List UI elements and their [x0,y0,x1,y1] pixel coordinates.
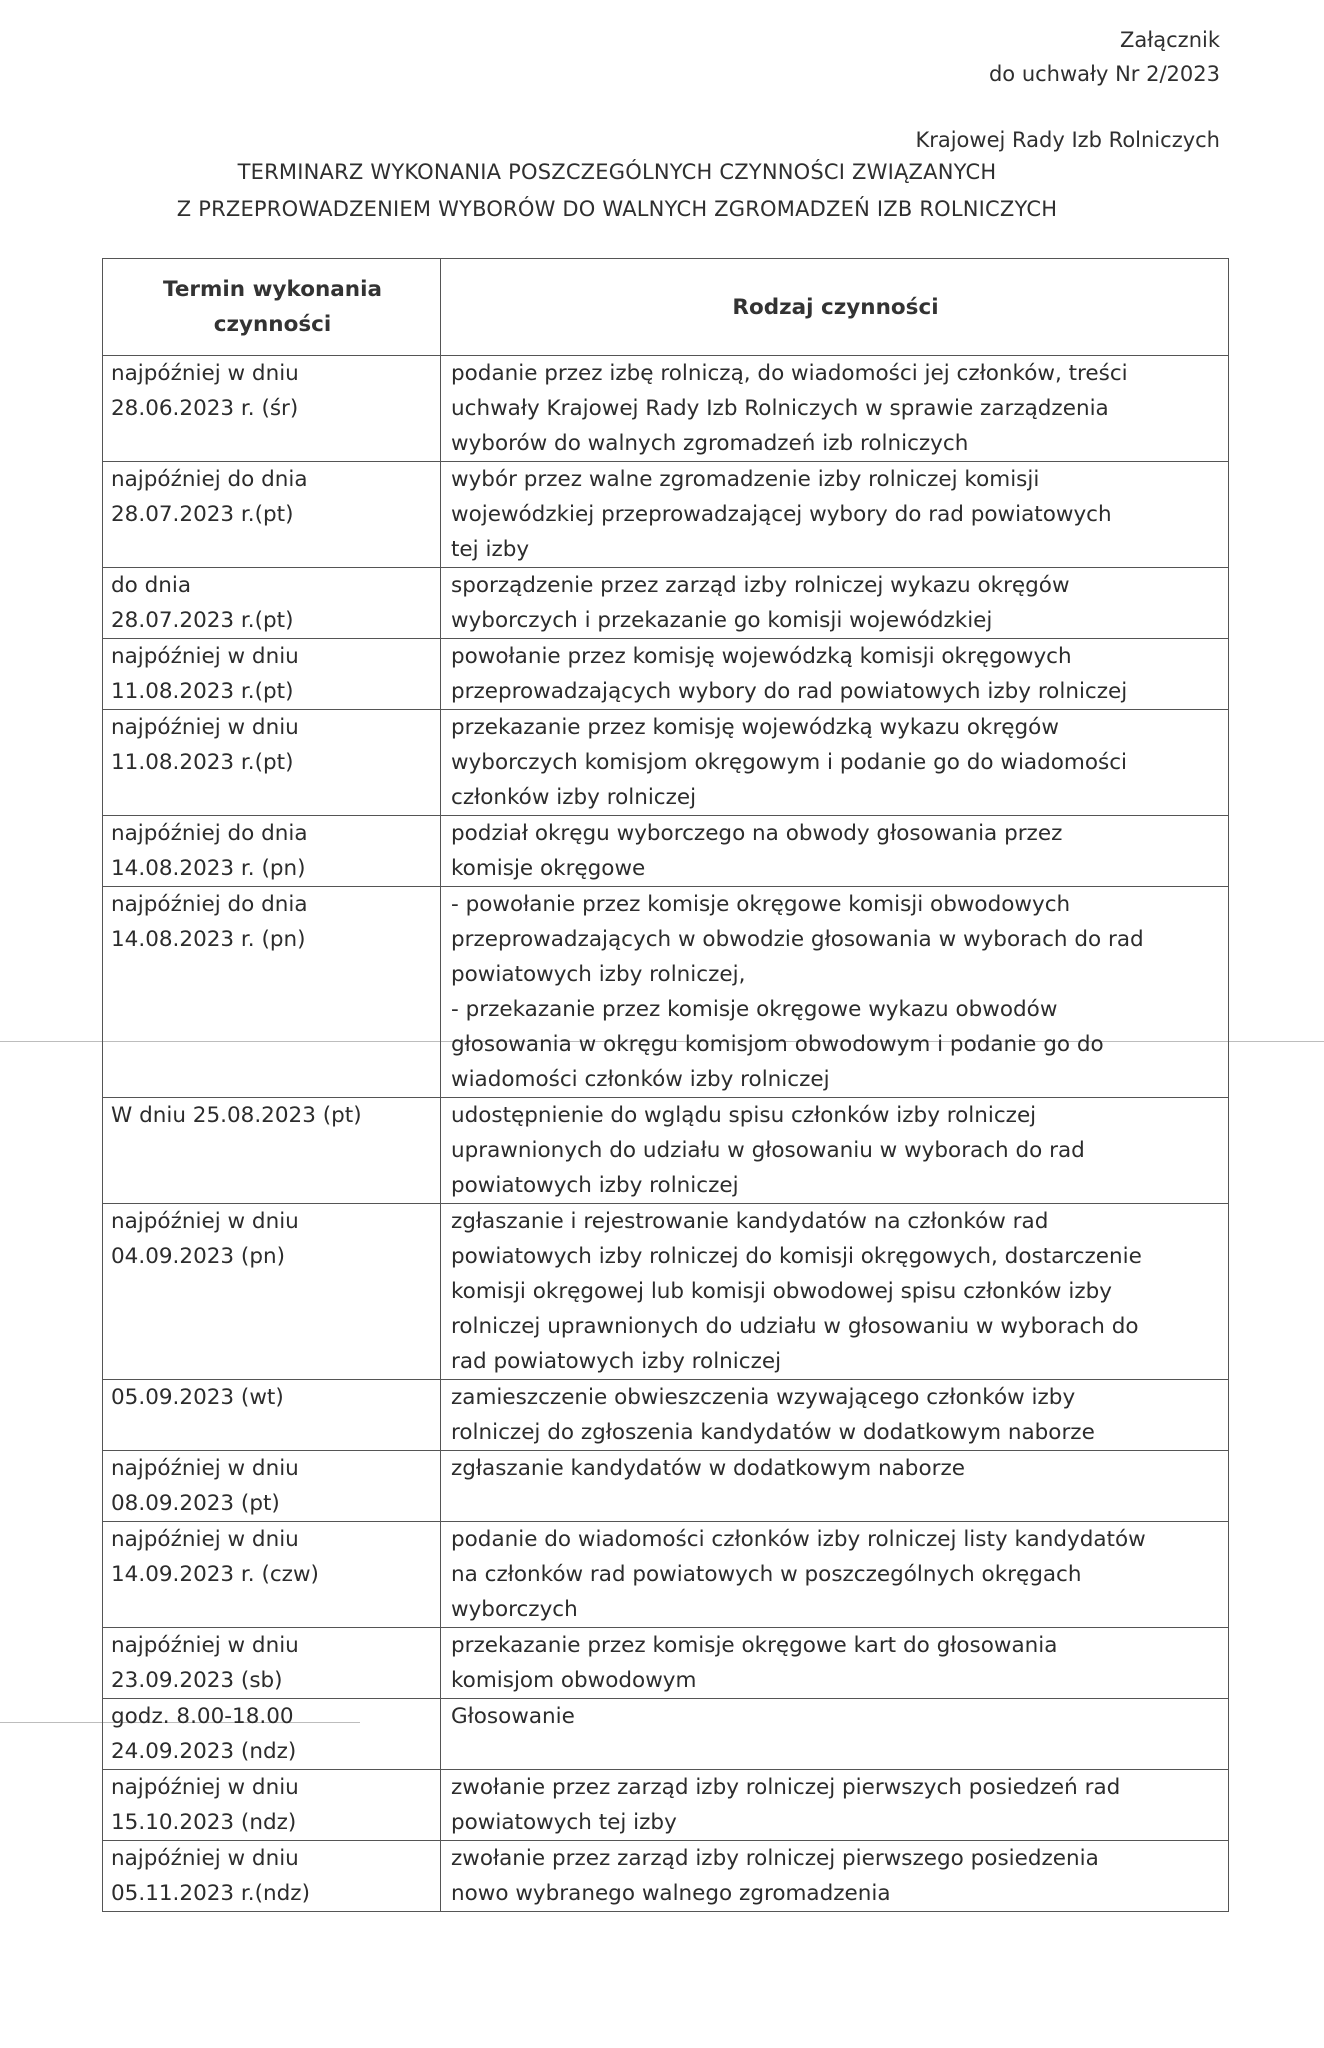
deadline-cell: najpóźniej w dniu 11.08.2023 r.(pt) [103,639,441,710]
deadline-cell: 05.09.2023 (wt) [103,1380,441,1451]
activity-cell: powołanie przez komisję wojewódzką komisji okręgowych przeprowadzających wybory do rad powiatowych izby rolniczej [441,639,1229,710]
table-row [103,710,1229,816]
attachment-label: Załącznik [1120,28,1220,52]
deadline-cell: najpóźniej w dniu 15.10.2023 (ndz) [103,1770,441,1841]
activity-cell: Głosowanie [441,1699,1229,1770]
table-row [103,462,1229,568]
deadline-cell: najpóźniej w dniu 05.11.2023 r.(ndz) [103,1841,441,1912]
table-row [103,1628,1229,1699]
schedule-table [102,258,1229,1912]
activity-cell: przekazanie przez komisje okręgowe kart do głosowania komisjom obwodowym [441,1628,1229,1699]
activity-cell: zamieszczenie obwieszczenia wzywającego członków izby rolniczej do zgłoszenia kandydatów w dodatkowym naborze [441,1380,1229,1451]
table-row [103,816,1229,887]
deadline-cell: godz. 8.00-18.00 24.09.2023 (ndz) [103,1699,441,1770]
deadline-cell: najpóźniej do dnia 14.08.2023 r. (pn) [103,816,441,887]
table-row [103,1841,1229,1912]
activity-cell: zgłaszanie kandydatów w dodatkowym naborze [441,1451,1229,1522]
deadline-cell: najpóźniej do dnia 14.08.2023 r. (pn) [103,887,441,1098]
activity-cell: przekazanie przez komisję wojewódzką wykazu okręgów wyborczych komisjom okręgowym i podanie go do wiadomości członków izby rolniczej [441,710,1229,816]
column-header-deadline: Termin wykonania czynności [103,259,441,356]
activity-cell: zgłaszanie i rejestrowanie kandydatów na członków rad powiatowych izby rolniczej do komisji okręgowych, dostarczenie komisji okręgowej lub komisji obwodowej spisu członków izby rolniczej uprawnionych do udziału w głosowaniu w wyborach do rad powiatowych izby rolniczej [441,1204,1229,1380]
activity-cell: podział okręgu wyborczego na obwody głosowania przez komisje okręgowe [441,816,1229,887]
deadline-cell: najpóźniej do dnia 28.07.2023 r.(pt) [103,462,441,568]
activity-cell: - powołanie przez komisje okręgowe komisji obwodowych przeprowadzających w obwodzie głosowania w wyborach do rad powiatowych izby rolniczej, - przekazanie przez komisje okręgowe wykazu obwodów głosowania w okręgu komisjom obwodowym i podanie go do wiadomości członków izby rolniczej [441,887,1229,1098]
deadline-cell: najpóźniej w dniu 11.08.2023 r.(pt) [103,710,441,816]
table-header-row [103,259,1229,356]
table-row [103,568,1229,639]
table-row [103,356,1229,462]
activity-cell: sporządzenie przez zarząd izby rolniczej wykazu okręgów wyborczych i przekazanie go komisji wojewódzkiej [441,568,1229,639]
activity-cell: podanie przez izbę rolniczą, do wiadomości jej członków, treści uchwały Krajowej Rady Izb Rolniczych w sprawie zarządzenia wyborów do walnych zgromadzeń izb rolniczych [441,356,1229,462]
table-row [103,1380,1229,1451]
deadline-cell: najpóźniej w dniu 08.09.2023 (pt) [103,1451,441,1522]
table-row [103,639,1229,710]
deadline-cell: najpóźniej w dniu 04.09.2023 (pn) [103,1204,441,1380]
activity-cell: zwołanie przez zarząd izby rolniczej pierwszego posiedzenia nowo wybranego walnego zgromadzenia [441,1841,1229,1912]
deadline-cell: najpóźniej w dniu 23.09.2023 (sb) [103,1628,441,1699]
table-row [103,1204,1229,1380]
document-title-line-1: TERMINARZ WYKONANIA POSZCZEGÓLNYCH CZYNNOŚCI ZWIĄZANYCH [237,160,997,184]
activity-cell: udostępnienie do wglądu spisu członków izby rolniczej uprawnionych do udziału w głosowaniu w wyborach do rad powiatowych izby rolniczej [441,1098,1229,1204]
deadline-cell: W dniu 25.08.2023 (pt) [103,1098,441,1204]
activity-cell: zwołanie przez zarząd izby rolniczej pierwszych posiedzeń rad powiatowych tej izby [441,1770,1229,1841]
table-row [103,887,1229,1098]
activity-cell: wybór przez walne zgromadzenie izby rolniczej komisji wojewódzkiej przeprowadzającej wybory do rad powiatowych tej izby [441,462,1229,568]
activity-cell: podanie do wiadomości członków izby rolniczej listy kandydatów na członków rad powiatowych w poszczególnych okręgach wyborczych [441,1522,1229,1628]
deadline-cell: najpóźniej w dniu 28.06.2023 r. (śr) [103,356,441,462]
deadline-cell: do dnia 28.07.2023 r.(pt) [103,568,441,639]
table-row [103,1522,1229,1628]
council-name: Krajowej Rady Izb Rolniczych [915,128,1220,152]
column-header-activity: Rodzaj czynności [441,259,1229,356]
resolution-number: do uchwały Nr 2/2023 [988,62,1220,86]
deadline-cell: najpóźniej w dniu 14.09.2023 r. (czw) [103,1522,441,1628]
document-title-line-2: Z PRZEPROWADZENIEM WYBORÓW DO WALNYCH ZGROMADZEŃ IZB ROLNICZYCH [176,197,1058,221]
table-row [103,1699,1229,1770]
table-row [103,1770,1229,1841]
table-row [103,1451,1229,1522]
table-row [103,1098,1229,1204]
